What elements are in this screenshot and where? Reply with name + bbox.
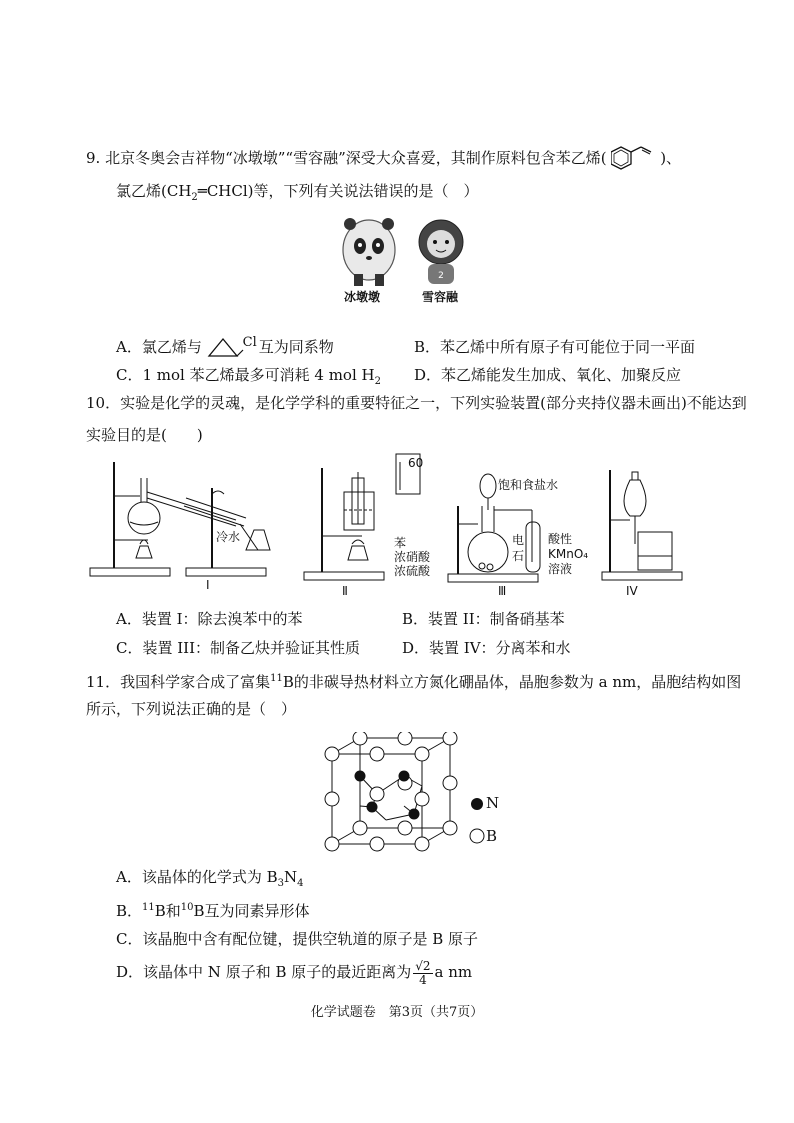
apparatus-4-number: IV [626,584,638,598]
q11-stem-1b: B的非碳导热材料立方氮化硼晶体，晶胞参数为 a nm，晶胞结构如图 [282,673,742,691]
apparatus-2-label-sulfuric: 浓硫酸 [394,564,431,578]
q9-option-a-end: 互为同系物 [258,338,334,356]
apparatus-3-label-carbide [512,532,524,564]
q11-option-b-sup2: 10 [180,902,194,913]
q11-line2: 所示，下列说法正确的是（ ） [86,700,297,718]
q11-option-d-text: D．该晶体中 N 原子和 B 原子的最近距离为 [116,963,412,981]
apparatus-1-number: I [206,578,210,592]
styrene-structure-icon [611,145,655,173]
mascot-figure [336,208,476,312]
q9-stem-2a: 氯乙烯(CH [116,182,192,200]
q11-stem-1a: 11．我国科学家合成了富集 [86,673,271,691]
q11-option-d-numerator: √2 [415,958,431,973]
q11-option-b-mid: B和 [154,902,181,920]
q11-option-a-n: N [284,868,298,886]
apparatus-3-label-kmno4-3: 溶液 [548,562,573,576]
q11-option-c: C．该晶胞中含有配位键，提供空轨道的原子是 B 原子 [116,930,479,948]
q9-option-b: B．苯乙烯中所有原子有可能位于同一平面 [414,338,696,356]
apparatus-3-label-carbide-2: 石 [512,549,525,563]
q9-line1 [86,145,681,173]
apparatus-2-label-benzene: 苯 [394,536,407,550]
q9-option-a-text: A．氯乙烯与 [116,338,202,356]
q9-stem-1-end: )、 [660,149,682,167]
apparatus-3-label-kmno4-2: KMnO₄ [548,547,589,561]
q9-option-d: D．苯乙烯能发生加成、氧化、加聚反应 [414,366,682,384]
apparatus-1-drawing [86,458,276,583]
apparatus-4 [600,468,690,600]
q9-option-a [116,336,334,360]
q11-option-d-denominator: 4 [419,972,427,987]
apparatus-1 [86,458,276,598]
q11-option-d-unit: a nm [434,963,473,981]
apparatus-3-number: Ⅲ [498,584,507,598]
q9-option-c-sub: 2 [374,376,381,387]
q9-stem-2-sub: 2 [191,192,198,203]
q9-stem-1: 北京冬奥会吉祥物“冰墩墩”“雪容融”深受大众喜爱，其制作原料包含苯乙烯( [105,149,607,167]
apparatus-3 [446,466,596,600]
q9-option-c [116,364,381,393]
q11-option-b [116,897,310,922]
apparatus-2-thermometer-reading: 60 [408,456,424,470]
q11-option-d [116,957,472,987]
q10-option-b: B．装置 II：制备硝基苯 [402,610,565,628]
q10-option-d: D．装置 IV：分离苯和水 [402,639,571,657]
q11-line1 [86,668,741,693]
apparatus-4-drawing [600,468,690,584]
legend-n-label: N [486,794,500,812]
apparatus-3-label-kmno4 [548,532,588,577]
q11-option-a-sub2: 4 [297,878,304,889]
apparatus-3-label-brine: 饱和食盐水 [498,478,559,492]
q11-option-d-fraction [413,960,432,987]
apparatus-3-label-carbide-1: 电 [512,533,525,547]
q11-option-b-end: B互为同素异形体 [193,902,310,920]
crystal-cell-figure [322,732,522,852]
q9-number: 9. [86,149,101,167]
legend-b-label: B [486,827,498,845]
apparatus-2-number: Ⅱ [342,584,348,598]
q9-option-c-text: C．1 mol 苯乙烯最多可消耗 4 mol H [116,366,375,384]
apparatus-3-label-kmno4-1: 酸性 [548,532,573,546]
q9-stem-2b: ═CHCl)等，下列有关说法错误的是（ ） [197,182,479,200]
q9-cl-label: Cl [242,335,257,350]
q10-option-a: A．装置 I：除去溴苯中的苯 [116,610,303,628]
q11-option-a [116,866,304,895]
q11-option-b-sup1: 11 [142,902,155,913]
svg-text:2: 2 [438,271,444,281]
q10-option-c: C．装置 III：制备乙炔并验证其性质 [116,639,361,657]
q11-option-a-text: A．该晶体的化学式为 B [116,868,278,886]
q11-option-a-sub1: 3 [277,878,284,889]
q10-line1: 10．实验是化学的灵魂，是化学学科的重要特征之一，下列实验装置(部分夹持仪器未画出)不能达到 [86,394,747,412]
page-footer: 化学试题卷 第3页（共7页） [310,1005,484,1020]
q9-line2 [116,180,479,209]
q10-line2: 实验目的是( ) [86,426,203,444]
q11-option-b-label: B． [116,902,143,920]
apparatus-2 [300,452,440,600]
apparatus-1-label-cold-water: 冷水 [216,530,241,544]
mascot-label-bingdwendwen: 冰墩墩 [344,290,381,304]
q11-stem-1-sup: 11 [270,673,283,684]
mascot-label-shueyrhonrhon: 雪容融 [422,290,459,304]
apparatus-2-label-nitric: 浓硝酸 [394,550,431,564]
apparatus-2-labels [394,536,430,578]
